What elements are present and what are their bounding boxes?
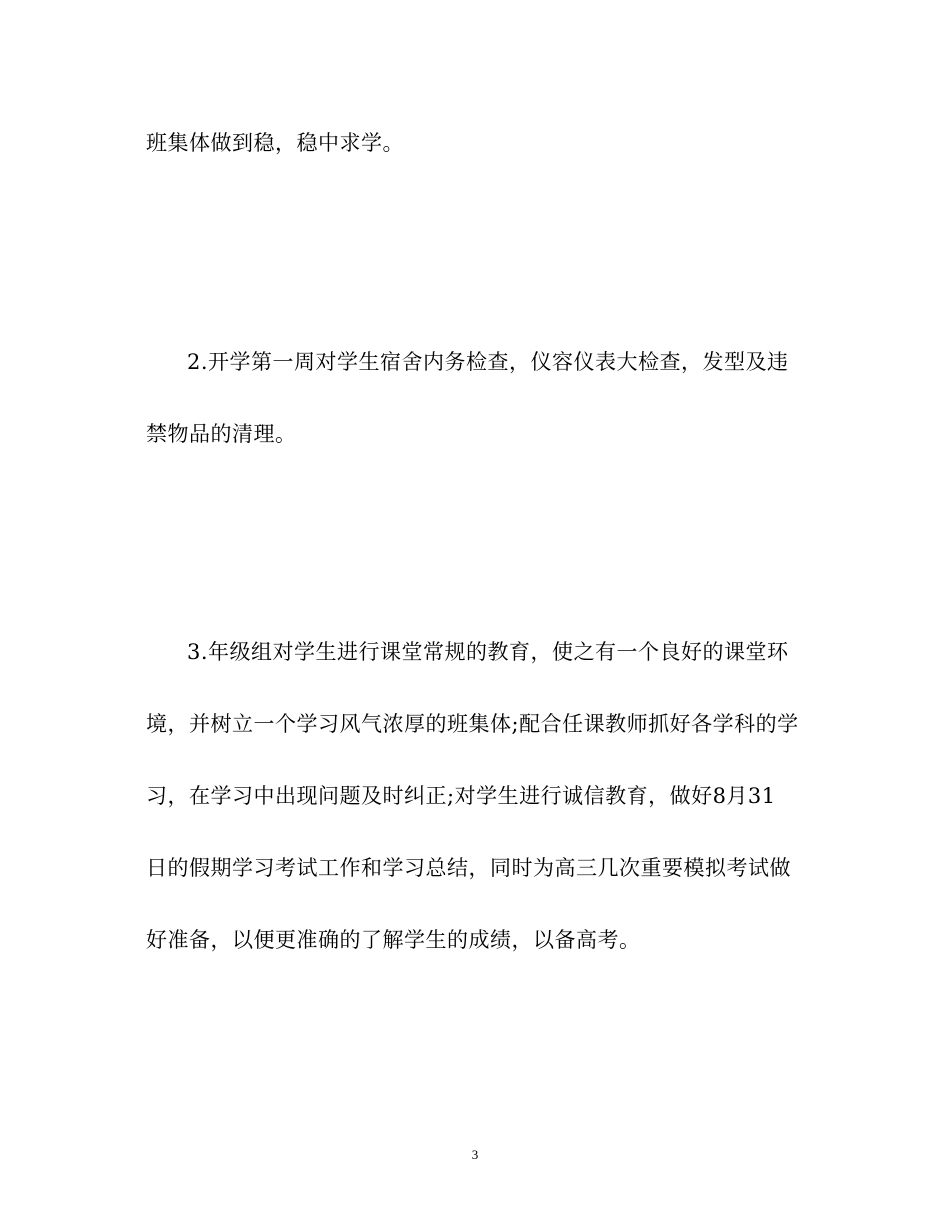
paragraph-3-line-1: 3.年级组对学生进行课堂常规的教育，使之有一个良好的课堂环 [187, 640, 789, 664]
paragraph-2-line-2: 禁物品的清理。 [146, 422, 297, 446]
paragraph-3-line-2: 境，并树立一个学习风气浓厚的班集体;配合任课教师抓好各学科的学 [146, 712, 799, 736]
paragraph-2-line-1: 2.开学第一周对学生宿舍内务检查，仪容仪表大检查，发型及违 [187, 350, 789, 374]
paragraph-1-line-1: 班集体做到稳，稳中求学。 [146, 131, 404, 155]
page-number: 3 [471, 1147, 479, 1162]
paragraph-3-line-3: 习，在学习中出现问题及时纠正;对学生进行诚信教育，做好8月31 [146, 784, 776, 808]
paragraph-3-line-4: 日的假期学习考试工作和学习总结，同时为高三几次重要模拟考试做 [146, 856, 791, 880]
paragraph-3-line-5: 好准备，以便更准确的了解学生的成绩，以备高考。 [146, 928, 641, 952]
